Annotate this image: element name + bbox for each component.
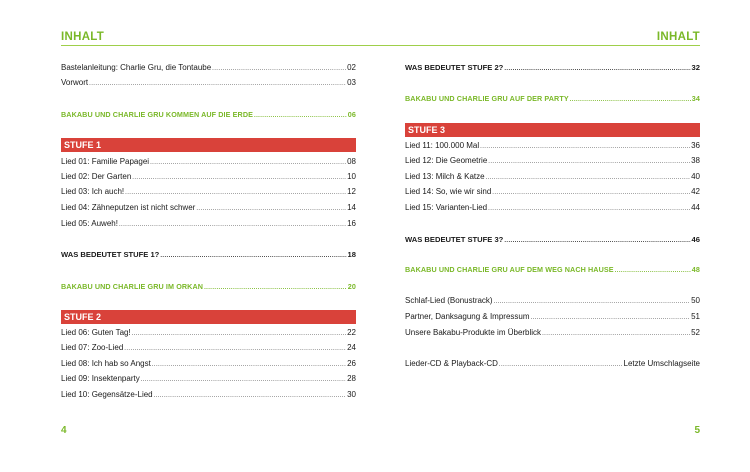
entry-title: Lied 04: Zähneputzen ist nicht schwer xyxy=(61,203,196,212)
dot-leader xyxy=(531,313,691,323)
entry-title: Lied 03: Ich auch! xyxy=(61,187,125,196)
stufe-heading: STUFE 1 xyxy=(61,138,356,152)
toc-entry xyxy=(405,156,700,166)
entry-page-number: 26 xyxy=(347,359,356,368)
entry-title: Unsere Bakabu-Produkte im Überblick xyxy=(405,328,542,337)
entry-page-number: 44 xyxy=(691,203,700,212)
dot-leader xyxy=(125,188,346,198)
entry-page-number: 50 xyxy=(691,296,700,305)
toc-entry xyxy=(61,187,356,197)
entry-title: Schlaf-Lied (Bonustrack) xyxy=(405,296,493,305)
dot-leader xyxy=(119,220,346,230)
dot-leader xyxy=(492,188,690,198)
entry-page-number: 18 xyxy=(347,250,356,259)
story-chapter-entry xyxy=(405,94,700,104)
toc-entry xyxy=(61,157,356,167)
entry-page-number: 38 xyxy=(691,156,700,165)
dot-leader xyxy=(486,173,690,183)
entry-page-number: 08 xyxy=(347,157,356,166)
left-page-number: 4 xyxy=(61,425,67,436)
entry-page-number: 28 xyxy=(347,374,356,383)
dot-leader xyxy=(124,344,346,354)
dot-leader xyxy=(480,142,690,152)
entry-title: Lieder-CD & Playback-CD xyxy=(405,359,498,368)
toc-entry xyxy=(61,328,356,338)
dot-leader xyxy=(132,329,346,339)
toc-entry xyxy=(61,374,356,384)
toc-entry xyxy=(405,203,700,213)
entry-title: Vorwort xyxy=(61,78,89,87)
entry-page-number: 34 xyxy=(691,94,700,103)
entry-page-number: 30 xyxy=(347,390,356,399)
dot-leader xyxy=(212,64,346,74)
toc-entry xyxy=(405,141,700,151)
toc-entry xyxy=(61,78,356,88)
toc-entry xyxy=(405,187,700,197)
entry-title: Lied 09: Insektenparty xyxy=(61,374,140,383)
toc-entry xyxy=(61,63,356,73)
entry-title: Lied 02: Der Garten xyxy=(61,172,132,181)
story-chapter-entry xyxy=(61,282,356,292)
story-chapter-entry xyxy=(405,265,700,275)
entry-title: Lied 12: Die Geometrie xyxy=(405,156,488,165)
dot-leader xyxy=(488,204,690,214)
dot-leader xyxy=(570,95,691,105)
entry-page-number: 48 xyxy=(691,265,700,274)
dot-leader xyxy=(204,283,347,293)
toc-entry xyxy=(405,312,700,322)
right-header-rule xyxy=(375,45,700,46)
entry-page-number: 32 xyxy=(691,63,700,72)
dot-leader xyxy=(150,158,346,168)
dot-leader xyxy=(254,111,347,121)
entry-page-number: 36 xyxy=(691,141,700,150)
section-entry xyxy=(405,63,700,73)
entry-title: WAS BEDEUTET STUFE 1? xyxy=(61,250,160,259)
toc-entry xyxy=(61,203,356,213)
entry-title: Lied 13: Milch & Katze xyxy=(405,172,485,181)
entry-page-number: 16 xyxy=(347,219,356,228)
entry-page-number: Letzte Umschlagseite xyxy=(623,359,700,368)
dot-leader xyxy=(196,204,346,214)
entry-title: Lied 05: Auweh! xyxy=(61,219,118,228)
dot-leader xyxy=(152,360,346,370)
toc-entry xyxy=(61,343,356,353)
dot-leader xyxy=(615,266,691,276)
entry-page-number: 02 xyxy=(347,63,356,72)
entry-page-number: 06 xyxy=(347,110,356,119)
section-entry xyxy=(405,235,700,245)
toc-entry xyxy=(61,359,356,369)
toc-entry xyxy=(405,328,700,338)
entry-title: Lied 01: Familie Papagei xyxy=(61,157,150,166)
toc-entry xyxy=(61,219,356,229)
entry-page-number: 42 xyxy=(691,187,700,196)
entry-page-number: 22 xyxy=(347,328,356,337)
entry-title: Lied 11: 100.000 Mal xyxy=(405,141,480,150)
toc-entry xyxy=(405,296,700,306)
stufe-heading: STUFE 2 xyxy=(61,310,356,324)
entry-title: BAKABU UND CHARLIE GRU KOMMEN AUF DIE ERDE xyxy=(61,110,254,119)
dot-leader xyxy=(504,64,690,74)
entry-title: Lied 06: Guten Tag! xyxy=(61,328,131,337)
dot-leader xyxy=(494,297,691,307)
entry-page-number: 20 xyxy=(347,282,356,291)
entry-page-number: 46 xyxy=(691,235,700,244)
entry-title: Lied 07: Zoo-Lied xyxy=(61,343,124,352)
entry-title: Lied 15: Varianten-Lied xyxy=(405,203,488,212)
entry-title: BAKABU UND CHARLIE GRU AUF DEM WEG NACH HAUSE xyxy=(405,265,614,274)
toc-entry xyxy=(61,390,356,400)
entry-title: Lied 10: Gegensätze-Lied xyxy=(61,390,153,399)
entry-title: WAS BEDEUTET STUFE 3? xyxy=(405,235,504,244)
toc-entry xyxy=(405,172,700,182)
right-header-title: INHALT xyxy=(656,31,700,43)
entry-page-number: 52 xyxy=(691,328,700,337)
entry-page-number: 12 xyxy=(347,187,356,196)
section-entry xyxy=(61,250,356,260)
dot-leader xyxy=(154,391,346,401)
dot-leader xyxy=(160,251,346,261)
entry-page-number: 10 xyxy=(347,172,356,181)
entry-title: BAKABU UND CHARLIE GRU AUF DER PARTY xyxy=(405,94,569,103)
dot-leader xyxy=(132,173,346,183)
toc-entry xyxy=(405,359,700,369)
left-header-title: INHALT xyxy=(61,31,105,43)
entry-title: Partner, Danksagung & Impressum xyxy=(405,312,530,321)
right-page xyxy=(375,0,750,472)
entry-title: WAS BEDEUTET STUFE 2? xyxy=(405,63,504,72)
dot-leader xyxy=(542,329,690,339)
entry-page-number: 51 xyxy=(691,312,700,321)
entry-page-number: 40 xyxy=(691,172,700,181)
dot-leader xyxy=(89,79,346,89)
entry-title: BAKABU UND CHARLIE GRU IM ORKAN xyxy=(61,282,204,291)
entry-title: Lied 14: So, wie wir sind xyxy=(405,187,492,196)
entry-page-number: 14 xyxy=(347,203,356,212)
right-page-number: 5 xyxy=(694,425,700,436)
story-chapter-entry xyxy=(61,110,356,120)
entry-page-number: 03 xyxy=(347,78,356,87)
entry-title: Lied 08: Ich hab so Angst xyxy=(61,359,151,368)
toc-entry xyxy=(61,172,356,182)
entry-title: Bastelanleitung: Charlie Gru, die Tontaube xyxy=(61,63,212,72)
dot-leader xyxy=(141,375,346,385)
dot-leader xyxy=(488,157,690,167)
dot-leader xyxy=(499,360,623,370)
dot-leader xyxy=(504,236,690,246)
stufe-heading: STUFE 3 xyxy=(405,123,700,137)
entry-page-number: 24 xyxy=(347,343,356,352)
left-header-rule xyxy=(61,45,375,46)
